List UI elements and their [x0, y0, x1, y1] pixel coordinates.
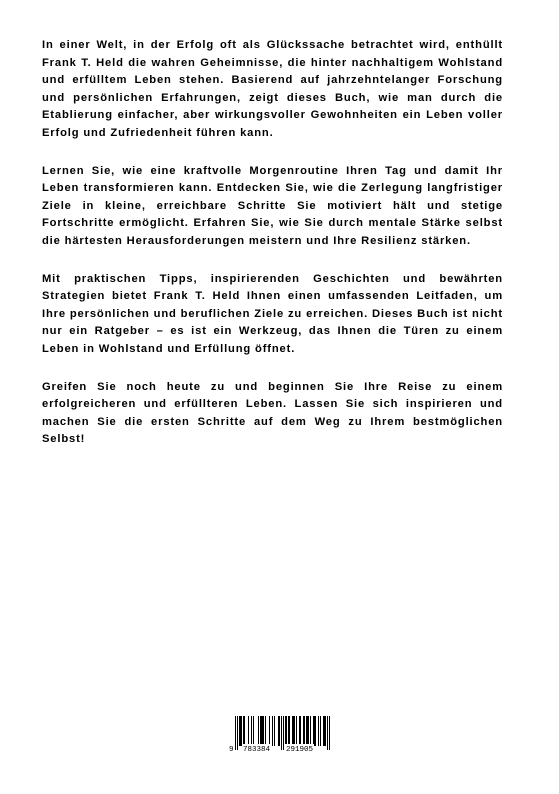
barcode-bar	[292, 716, 293, 746]
barcode-bar	[278, 716, 279, 746]
barcode-bar	[294, 716, 295, 746]
blurb-paragraph-2: Lernen Sie, wie eine kraftvolle Morgenroutine Ihren Tag und damit Ihr Leben transformieren kann. Entdecken Sie, wie die Zerlegung langfristiger Ziele in kleine, erreichbare Schritte Sie motiviert hält und stetige Fortschritte ermöglicht. Erfahren Sie, wie Sie durch mentale Stärke selbst die härtesten Herausforderungen meistern und Ihre Resilienz stärken.	[42, 164, 503, 247]
barcode-bar	[239, 716, 240, 746]
barcode-bar	[318, 716, 319, 746]
barcode-bar	[243, 716, 244, 746]
barcode-bar	[310, 716, 311, 746]
barcode-bar	[265, 716, 266, 746]
isbn-first-digit: 9	[229, 746, 234, 754]
barcode-bar	[314, 716, 315, 746]
barcode-bar	[286, 716, 287, 746]
barcode-bar	[315, 716, 316, 746]
barcode-bar	[300, 716, 301, 746]
barcode-bar	[269, 716, 270, 746]
barcode-bar	[304, 716, 305, 746]
barcode-bar	[262, 716, 263, 746]
barcode-bar	[285, 716, 286, 746]
barcode-bar	[240, 716, 241, 746]
blurb-paragraph-3: Mit praktischen Tipps, inspirierenden Geschichten und bewährten Strategien bietet Frank T. Held Ihnen einen umfassenden Leitfaden, um Ihre persönlichen und beruflichen Ziele zu erreichen. Dieses Buch ist nicht nur ein Ratgeber – es ist ein Werkzeug, das Ihnen die Türen zu einem Leben in Wohlstand und Erfüllung öffnet.	[42, 272, 503, 355]
barcode-bar	[306, 716, 307, 746]
barcode-bar	[263, 716, 264, 746]
barcode-bar	[241, 716, 242, 746]
barcode-bar	[307, 716, 308, 746]
barcode-bar	[323, 716, 324, 746]
barcode-bar	[244, 716, 245, 746]
barcode-bar	[296, 716, 297, 746]
barcode-bar	[279, 716, 280, 746]
barcode-bar	[299, 716, 300, 746]
barcode-bar	[260, 716, 261, 746]
barcode-bar	[272, 716, 273, 746]
barcode-bar	[248, 716, 249, 746]
barcode-bar	[288, 716, 289, 746]
blurb-paragraph-1: In einer Welt, in der Erfolg oft als Glückssache betrachtet wird, enthüllt Frank T. Held die wahren Geheimnisse, die hinter nachhaltigem Wohlstand und erfülltem Leben stehen. Basierend auf jahrzehntelanger Forschung und persönlichen Erfahrungen, zeigt dieses Buch, wie man durch die Etablierung einfacher, aber wirkungsvoller Gewohnheiten ein Leben voller Erfolg und Zufriedenheit führen kann.	[42, 39, 503, 139]
back-cover-blurb	[42, 37, 503, 469]
barcode-bar	[289, 716, 290, 746]
barcode-bar	[274, 716, 275, 746]
isbn-right-group: 291905	[286, 746, 314, 754]
blurb-paragraph-4: Greifen Sie noch heute zu und beginnen Sie Ihre Reise zu einem erfolgreicheren und erfüllteren Leben. Lassen Sie sich inspirieren und machen Sie die ersten Schritte auf dem Weg zu Ihrem bestmöglichen Selbst!	[42, 380, 503, 446]
isbn-left-group: 783384	[243, 746, 271, 754]
barcode-bar	[258, 716, 259, 746]
isbn-barcode	[229, 716, 333, 756]
barcode-bar	[308, 716, 309, 746]
barcode-bar	[293, 716, 294, 746]
barcode-bar	[313, 716, 314, 746]
barcode-bar	[261, 716, 262, 746]
barcode-bar	[320, 716, 321, 746]
barcode-bar	[325, 716, 326, 746]
barcode-bar	[324, 716, 325, 746]
barcode-bar	[253, 716, 254, 746]
isbn-digits	[229, 744, 333, 756]
barcode-bar	[251, 716, 252, 746]
barcode-bar	[303, 716, 304, 746]
